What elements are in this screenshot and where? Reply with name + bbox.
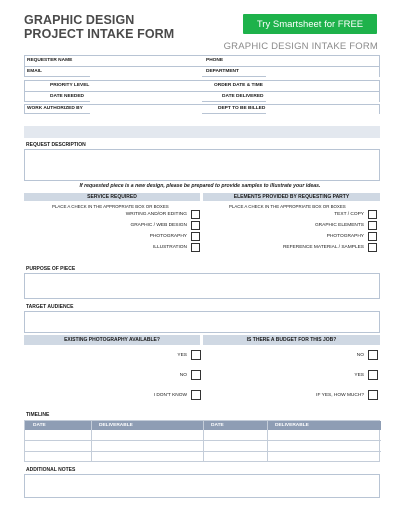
service-required-header: SERVICE REQUIRED [24, 193, 200, 201]
service-item-illustration: ILLUSTRATION [152, 245, 187, 250]
service-item-writing: WRITING AND/OR EDITING [125, 212, 187, 217]
service-writing-checkbox[interactable] [191, 210, 200, 219]
timeline-col-deliverable-1: DELIVERABLE [99, 423, 133, 428]
order-date-time-label: ORDER DATE & TIME [214, 83, 263, 88]
element-item-text-copy: TEXT / COPY [334, 212, 364, 217]
element-item-reference-material: REFERENCE MATERIAL / SAMPLES [282, 245, 364, 250]
timeline-row[interactable] [25, 441, 381, 452]
date-needed-field[interactable] [90, 92, 202, 102]
department-label: DEPARTMENT [206, 69, 239, 74]
budget-option-no: NO [356, 353, 364, 358]
timeline-col-deliverable-2: DELIVERABLE [275, 423, 309, 428]
service-illustration-checkbox[interactable] [191, 243, 200, 252]
photography-option-dont-know: I DON'T KNOW [153, 393, 187, 398]
target-audience-field[interactable] [24, 311, 380, 333]
requester-name-field[interactable] [90, 56, 202, 66]
budget-option-how-much: IF YES, HOW MUCH? [316, 393, 364, 398]
elements-instruction: PLACE A CHECK IN THE APPROPRIATE BOX OR BOXES [229, 204, 346, 209]
service-photography-checkbox[interactable] [191, 232, 200, 241]
photography-no-checkbox[interactable] [191, 370, 201, 380]
new-design-note: If requested piece is a new design, please be prepared to provide samples to illustrate your ideas. [79, 183, 321, 189]
try-smartsheet-button[interactable]: Try Smartsheet for FREE [243, 14, 377, 34]
additional-notes-label: ADDITIONAL NOTES [26, 467, 76, 473]
email-field[interactable] [90, 67, 202, 77]
date-needed-label: DATE NEEDED [50, 94, 85, 99]
dept-to-be-billed-label: DEPT TO BE BILLED [218, 106, 266, 111]
budget-yes-checkbox[interactable] [368, 370, 378, 380]
requester-name-label: REQUESTER NAME [27, 58, 73, 63]
timeline-col-date-1: DATE [33, 423, 46, 428]
phone-field[interactable] [266, 56, 379, 66]
timeline-label: TIMELINE [26, 412, 50, 418]
photography-option-no: NO [179, 373, 187, 378]
dept-to-be-billed-field[interactable] [266, 105, 379, 114]
timeline-col-date-2: DATE [211, 423, 224, 428]
photography-yes-checkbox[interactable] [191, 350, 201, 360]
element-text-copy-checkbox[interactable] [368, 210, 377, 219]
service-item-photography: PHOTOGRAPHY [149, 234, 187, 239]
budget-option-yes: YES [354, 373, 364, 378]
budget-header: IS THERE A BUDGET FOR THIS JOB? [203, 335, 380, 345]
timeline-row[interactable] [25, 430, 381, 441]
date-delivered-label: DATE DELIVERED [222, 94, 264, 99]
priority-level-label: PRIORITY LEVEL [50, 83, 90, 88]
element-reference-material-checkbox[interactable] [368, 243, 377, 252]
budget-no-checkbox[interactable] [368, 350, 378, 360]
order-date-time-field[interactable] [266, 81, 379, 91]
request-description-label: REQUEST DESCRIPTION [26, 142, 86, 148]
photography-header: EXISTING PHOTOGRAPHY AVAILABLE? [24, 335, 200, 345]
element-item-graphic-elements: GRAPHIC ELEMENTS [314, 223, 364, 228]
department-field[interactable] [266, 67, 379, 77]
element-photography-checkbox[interactable] [368, 232, 377, 241]
timeline-row[interactable] [25, 452, 381, 462]
title-line-2: PROJECT INTAKE FORM [24, 27, 175, 41]
element-item-photography: PHOTOGRAPHY [326, 234, 364, 239]
services-instruction: PLACE A CHECK IN THE APPROPRIATE BOX OR BOXES [52, 204, 169, 209]
element-graphic-elements-checkbox[interactable] [368, 221, 377, 230]
form-subtitle: GRAPHIC DESIGN INTAKE FORM [223, 41, 378, 52]
request-description-field[interactable] [24, 149, 380, 181]
service-graphic-web-checkbox[interactable] [191, 221, 200, 230]
elements-provided-header: ELEMENTS PROVIDED BY REQUESTING PARTY [203, 193, 380, 201]
types-field[interactable] [24, 126, 380, 138]
photography-option-yes: YES [177, 353, 187, 358]
work-authorized-by-label: WORK AUTHORIZED BY [27, 106, 83, 111]
additional-notes-field[interactable] [24, 474, 380, 498]
photography-dont-know-checkbox[interactable] [191, 390, 201, 400]
form-title [24, 13, 174, 41]
email-label: EMAIL [27, 69, 42, 74]
title-line-1: GRAPHIC DESIGN [24, 13, 135, 27]
work-authorized-by-field[interactable] [90, 105, 202, 114]
budget-how-much-checkbox[interactable] [368, 390, 378, 400]
service-item-graphic-web: GRAPHIC / WEB DESIGN [130, 223, 187, 228]
timeline-table [24, 420, 380, 462]
target-audience-label: TARGET AUDIENCE [26, 304, 74, 310]
phone-label: PHONE [206, 58, 224, 63]
date-delivered-field[interactable] [266, 92, 379, 102]
purpose-of-piece-label: PURPOSE OF PIECE [26, 266, 76, 272]
purpose-of-piece-field[interactable] [24, 273, 380, 299]
priority-level-field[interactable] [90, 81, 202, 91]
